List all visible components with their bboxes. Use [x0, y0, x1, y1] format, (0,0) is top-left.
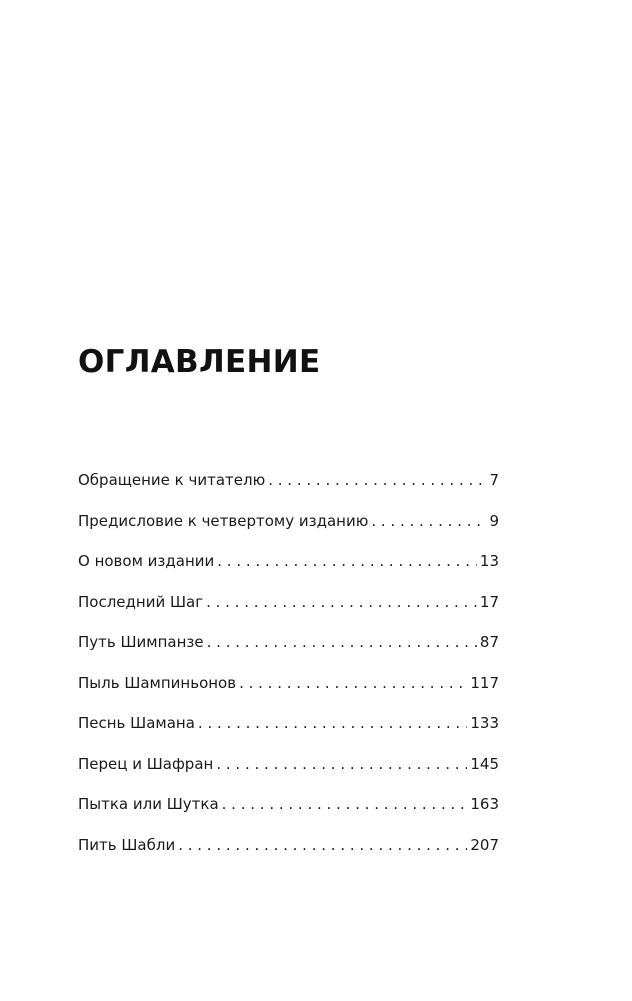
toc-entry[interactable]	[78, 590, 499, 631]
toc-entry-title: Пытка или Шутка	[78, 795, 219, 813]
toc-entry-page: 7	[489, 471, 499, 489]
toc-entry-title: Пыль Шампиньонов	[78, 673, 237, 692]
toc-entry[interactable]	[78, 630, 499, 671]
toc-entry-page: 9	[489, 511, 499, 530]
toc-entry[interactable]	[78, 833, 499, 874]
dot-leader	[198, 711, 467, 735]
toc-entry-title: Обращение к читателю	[78, 471, 266, 489]
toc-entry[interactable]	[78, 509, 499, 550]
toc-entry-page: 163	[470, 795, 499, 813]
toc-entry-page: 13	[479, 552, 499, 570]
toc-entry-page: 87	[479, 633, 499, 651]
dot-leader	[178, 833, 467, 857]
toc-entry-title: Последний Шаг	[78, 592, 204, 611]
dot-leader	[222, 792, 468, 816]
toc-entry-title: О новом издании	[78, 552, 215, 570]
dot-leader	[268, 468, 486, 492]
toc-entry-page: 17	[479, 592, 499, 611]
toc-entry-page: 207	[470, 835, 499, 854]
toc-entry-page: 133	[470, 714, 499, 732]
toc-entry-page: 145	[470, 754, 499, 773]
toc-entry[interactable]	[78, 711, 499, 752]
toc-entry-page: 117	[470, 673, 499, 692]
toc-list	[78, 468, 499, 873]
toc-entry[interactable]	[78, 671, 499, 712]
toc-entry[interactable]	[78, 752, 499, 793]
dot-leader	[217, 549, 477, 573]
dot-leader	[207, 630, 477, 654]
dot-leader	[371, 509, 486, 533]
toc-entry-title: Перец и Шафран	[78, 754, 214, 773]
toc-entry-title: Путь Шимпанзе	[78, 633, 204, 651]
toc-entry-title: Пить Шабли	[78, 835, 176, 854]
toc-heading: ОГЛАВЛЕНИЕ	[78, 344, 321, 380]
toc-entry-title: Песнь Шамана	[78, 714, 195, 732]
toc-entry[interactable]	[78, 792, 499, 833]
toc-entry[interactable]	[78, 468, 499, 509]
dot-leader	[206, 590, 477, 614]
toc-entry-title: Предисловие к четвертому изданию	[78, 511, 369, 530]
dot-leader	[216, 752, 467, 776]
toc-entry[interactable]	[78, 549, 499, 590]
dot-leader	[239, 671, 467, 695]
